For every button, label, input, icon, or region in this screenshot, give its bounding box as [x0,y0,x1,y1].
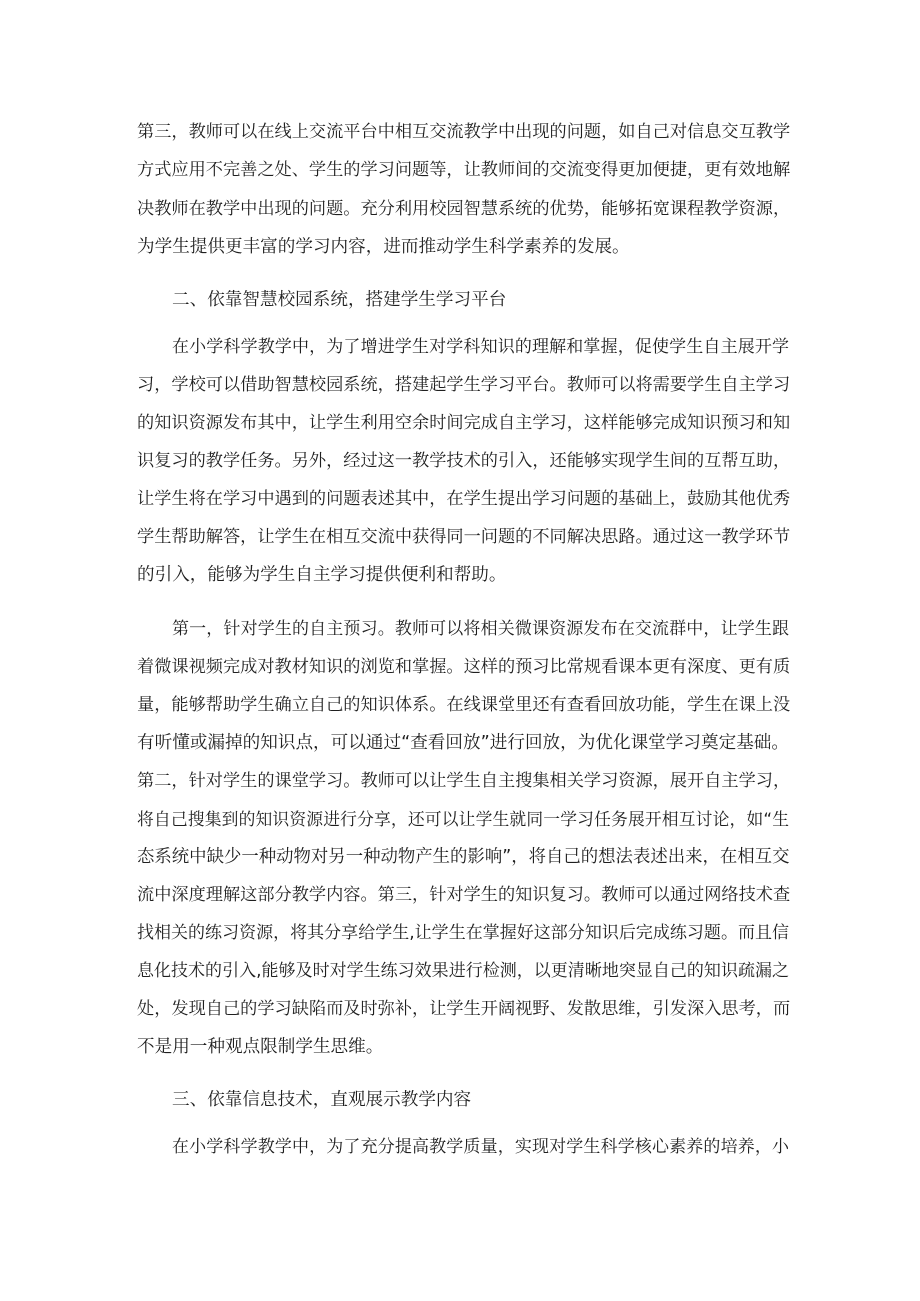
paragraph-2-line-5: 让学生将在学习中遇到的问题表述其中，在学生提出学习问题的基础上，鼓励其他优秀 [137,489,791,509]
paragraph-3-line-7: 态系统中缺少一种动物对另一种动物产生的影响”，将自己的想法表述出来，在相互交 [137,847,790,867]
paragraph-3-line-3: 量，能够帮助学生确立自己的知识体系。在线课堂里还有查看回放功能，学生在课上没 [137,695,791,715]
paragraph-3-line-4: 有听懂或漏掉的知识点，可以通过“查看回放”进行回放，为优化课堂学习奠定基础。 [137,733,789,753]
paragraph-3-line-9: 找相关的练习资源，将其分享给学生,让学生在掌握好这部分知识后完成练习题。而且信 [137,923,789,943]
paragraph-2-line-1: 在小学科学教学中，为了增进学生对学科知识的理解和掌握，促使学生自主展开学 [172,337,789,357]
paragraph-2-line-4: 识复习的教学任务。另外，经过这一教学技术的引入，还能够实现学生间的互帮互助， [137,451,791,471]
paragraph-3-line-6: 将自己搜集到的知识资源进行分享，还可以让学生就同一学习任务展开相互讨论，如“生 [137,809,789,829]
paragraph-1-line-2: 方式应用不完善之处、学生的学习问题等，让教师间的交流变得更加便捷，更有效地解 [137,160,791,180]
paragraph-2-line-7: 的引入，能够为学生自主学习提供便利和帮助。 [137,565,507,585]
paragraph-3-line-12: 不是用一种观点限制学生思维。 [137,1037,384,1057]
paragraph-3-line-10: 息化技术的引入,能够及时对学生练习效果进行检测，以更清晰地突显自己的知识疏漏之 [137,961,789,981]
paragraph-2-line-6: 学生帮助解答，让学生在相互交流中获得同一问题的不同解决思路。通过这一教学环节 [137,527,791,547]
section-heading-3: 三、依靠信息技术，直观展示教学内容 [172,1090,472,1110]
paragraph-3-line-1: 第一，针对学生的自主预习。教师可以将相关微课资源发布在交流群中，让学生跟 [172,619,789,639]
paragraph-3-line-2: 着微课视频完成对教材知识的浏览和掌握。这样的预习比常规看课本更有深度、更有质 [137,657,791,677]
paragraph-1-line-3: 决教师在教学中出现的问题。充分利用校园智慧系统的优势，能够拓宽课程教学资源， [137,199,791,219]
section-heading-2: 二、依靠智慧校园系统，搭建学生学习平台 [172,290,507,310]
paragraph-2-line-2: 习，学校可以借助智慧校园系统，搭建起学生学习平台。教师可以将需要学生自主学习 [137,375,791,395]
paragraph-4-line-1: 在小学科学教学中，为了充分提高教学质量，实现对学生科学核心素养的培养，小 [172,1137,789,1157]
paragraph-2-line-3: 的知识资源发布其中，让学生利用空余时间完成自主学习，这样能够完成知识预习和知 [137,413,791,433]
paragraph-1-line-4: 为学生提供更丰富的学习内容，进而推动学生科学素养的发展。 [137,237,630,257]
paragraph-3-line-5: 第二，针对学生的课堂学习。教师可以让学生自主搜集相关学习资源，展开自主学习， [137,771,791,791]
paragraph-3-line-11: 处，发现自己的学习缺陷而及时弥补，让学生开阔视野、发散思维，引发深入思考，而 [137,999,791,1019]
paragraph-1-line-1: 第三，教师可以在线上交流平台中相互交流教学中出现的问题，如自己对信息交互教学 [137,122,791,142]
paragraph-3-line-8: 流中深度理解这部分教学内容。第三，针对学生的知识复习。教师可以通过网络技术查 [137,885,791,905]
